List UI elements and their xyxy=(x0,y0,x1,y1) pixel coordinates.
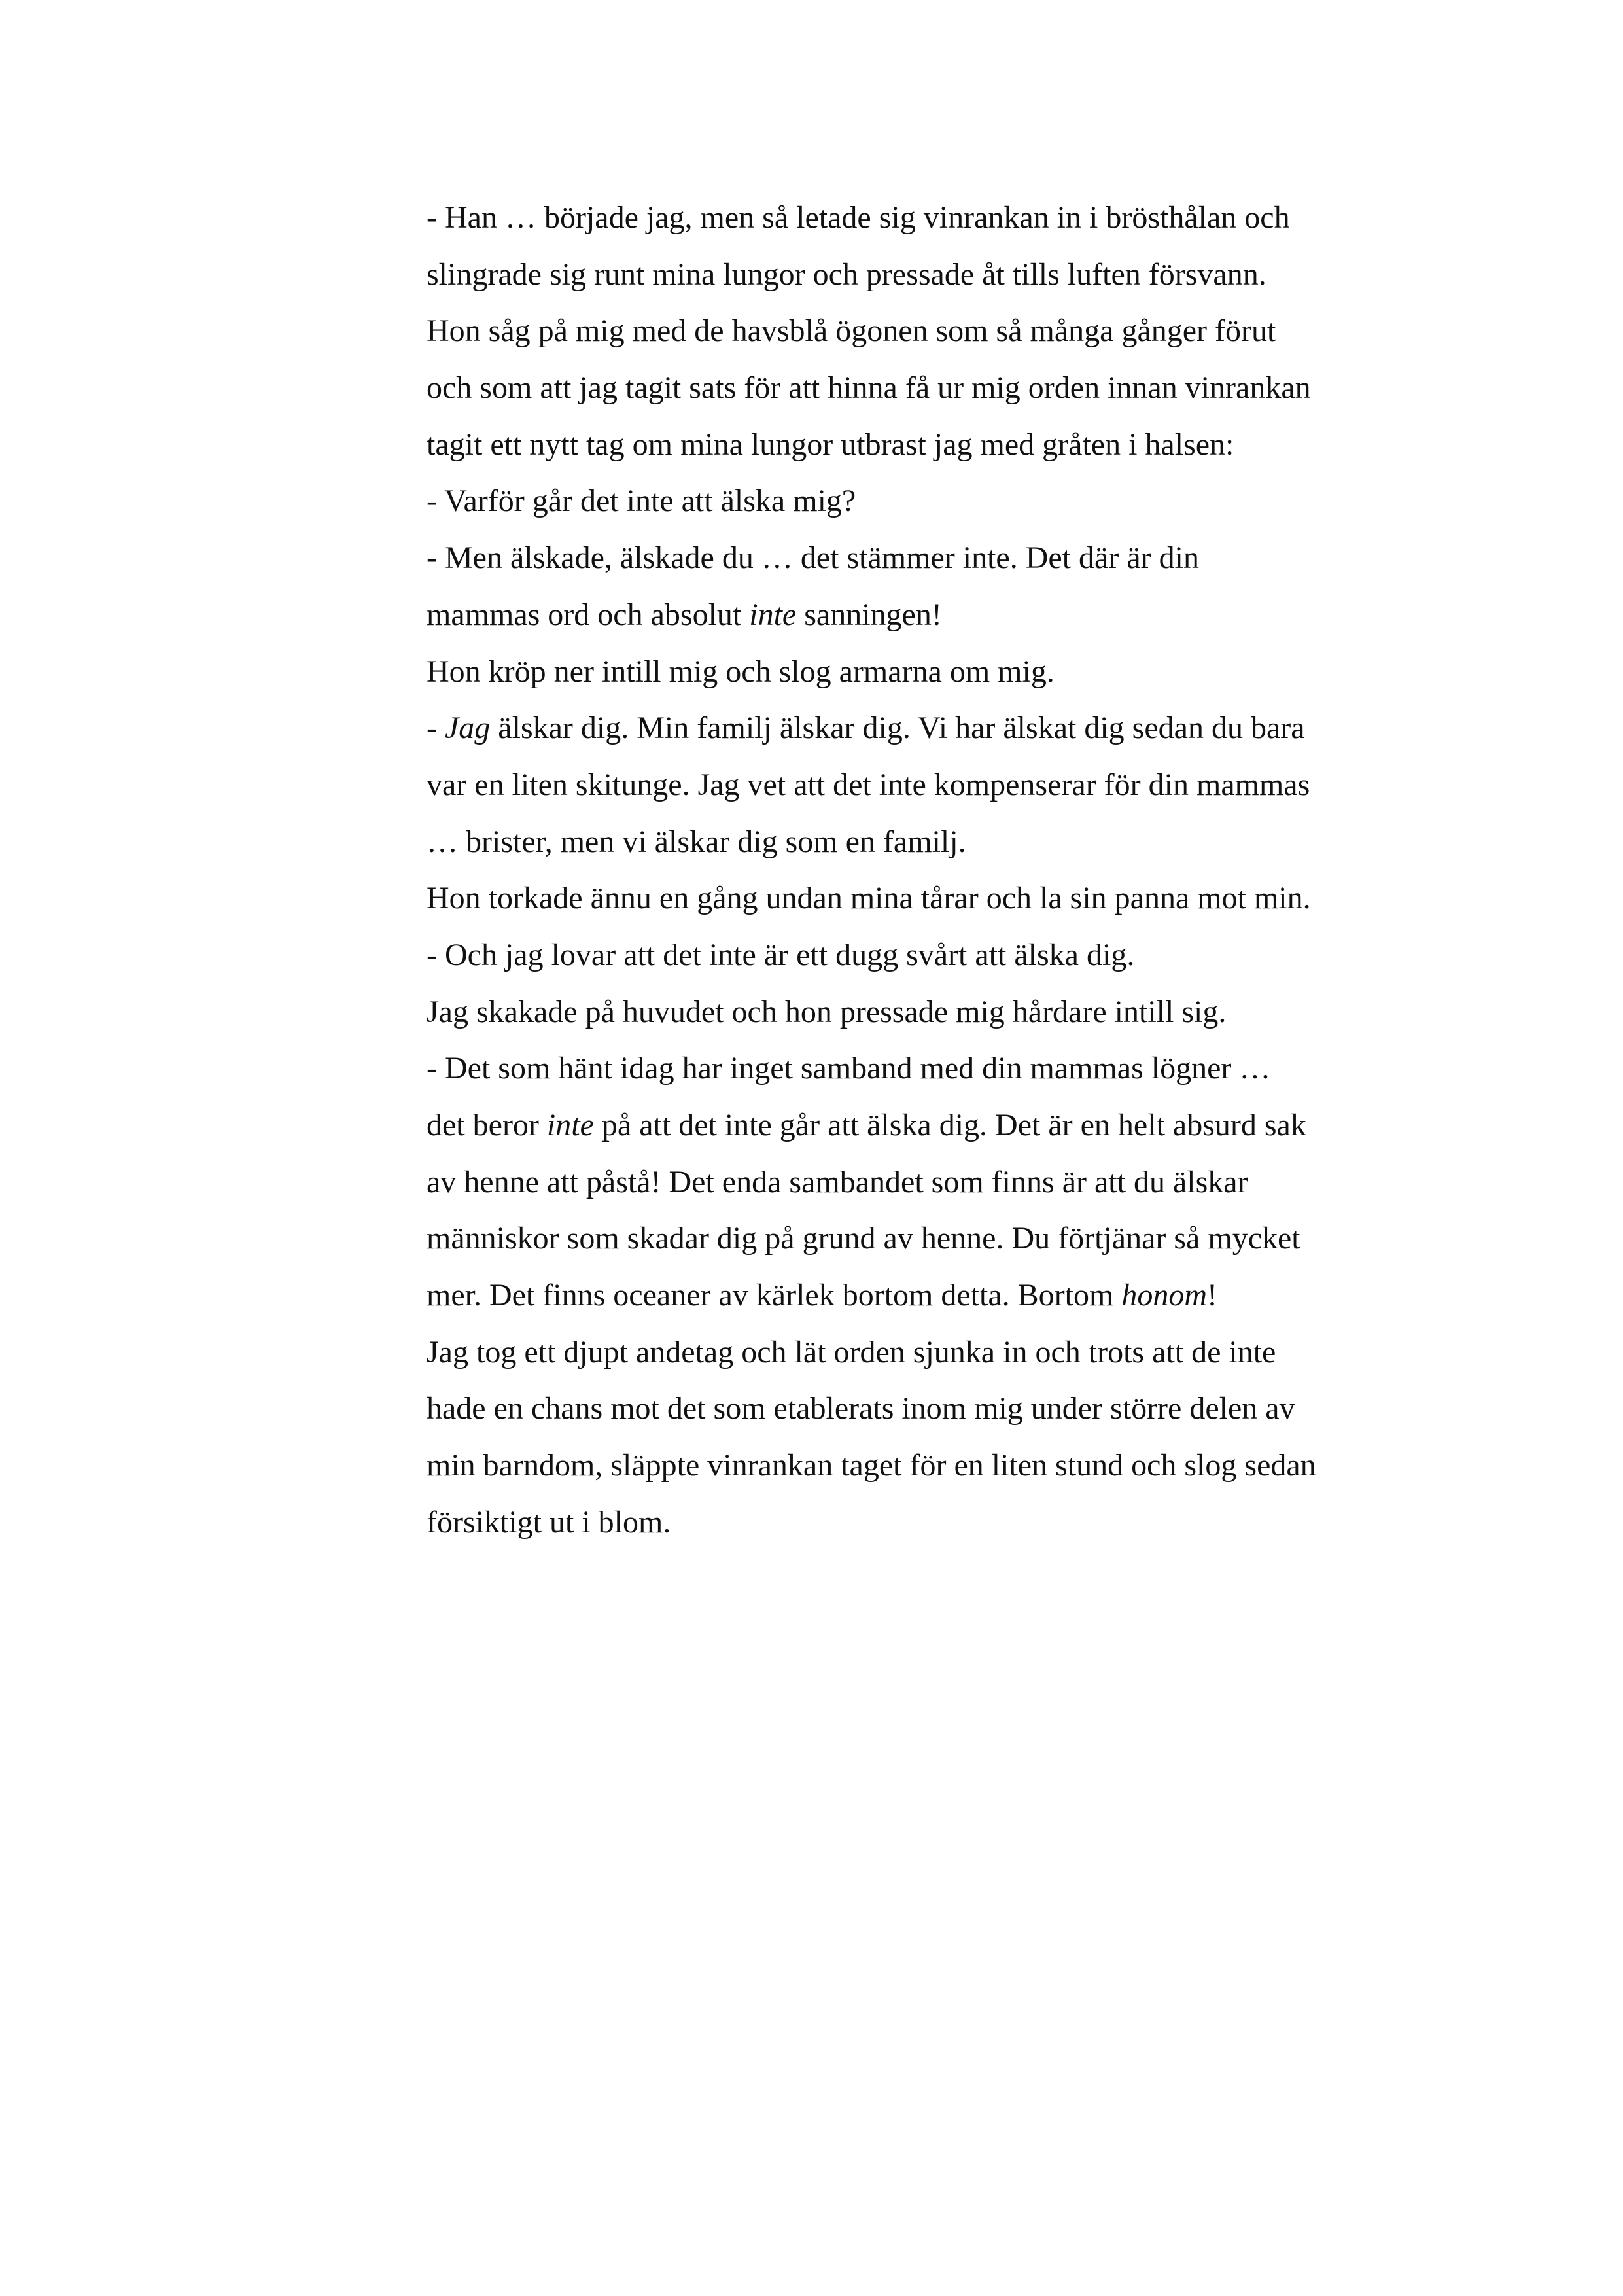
text-line: min barndom, släppte vinrankan taget för en liten stund och slog sedan xyxy=(427,1448,1316,1483)
text-line: mammas ord och absolut inte sanningen! xyxy=(427,597,942,632)
text-line: … brister, men vi älskar dig som en familj. xyxy=(427,824,966,859)
emphasis: honom xyxy=(1121,1278,1207,1313)
text-line: - Han … började jag, men så letade sig vinrankan in i brösthålan och xyxy=(427,200,1290,235)
text-line: - Jag älskar dig. Min familj älskar dig. Vi har älskat dig sedan du bara xyxy=(427,711,1305,746)
text-line: människor som skadar dig på grund av henne. Du förtjänar så mycket xyxy=(427,1221,1300,1256)
body-text xyxy=(427,190,1395,1551)
text-line: var en liten skitunge. Jag vet att det inte kompenserar för din mammas xyxy=(427,767,1310,802)
text-line: - Men älskade, älskade du … det stämmer inte. Det där är din xyxy=(427,540,1199,576)
text-line: - Det som hänt idag har inget samband med din mammas lögner … xyxy=(427,1051,1271,1086)
emphasis: Jag xyxy=(444,711,491,746)
text-line: Jag tog ett djupt andetag och lät orden sjunka in och trots att de inte xyxy=(427,1334,1276,1369)
text-line: Jag skakade på huvudet och hon pressade mig hårdare intill sig. xyxy=(427,994,1227,1029)
text-line: Hon kröp ner intill mig och slog armarna om mig. xyxy=(427,654,1055,689)
text-line: Hon torkade ännu en gång undan mina tårar och la sin panna mot min. xyxy=(427,881,1311,916)
text-line: Hon såg på mig med de havsblå ögonen som så många gånger förut xyxy=(427,313,1276,349)
text-line: försiktigt ut i blom. xyxy=(427,1504,671,1540)
text-line: av henne att påstå! Det enda sambandet som finns är att du älskar xyxy=(427,1164,1248,1199)
emphasis: inte xyxy=(546,1108,594,1142)
text-line: slingrade sig runt mina lungor och pressade åt tills luften försvann. xyxy=(427,256,1266,292)
text-line: tagit ett nytt tag om mina lungor utbrast jag med gråten i halsen: xyxy=(427,427,1234,462)
text-line: - Och jag lovar att det inte är ett dugg svårt att älska dig. xyxy=(427,937,1135,972)
text-line: hade en chans mot det som etablerats inom mig under större delen av xyxy=(427,1391,1295,1426)
text-line: det beror inte på att det inte går att älska dig. Det är en helt absurd sak xyxy=(427,1108,1306,1142)
emphasis: inte xyxy=(749,597,797,632)
text-line: - Varför går det inte att älska mig? xyxy=(427,484,856,519)
text-line: och som att jag tagit sats för att hinna få ur mig orden innan vinrankan xyxy=(427,370,1311,406)
text-line: mer. Det finns oceaner av kärlek bortom detta. Bortom honom! xyxy=(427,1278,1217,1313)
